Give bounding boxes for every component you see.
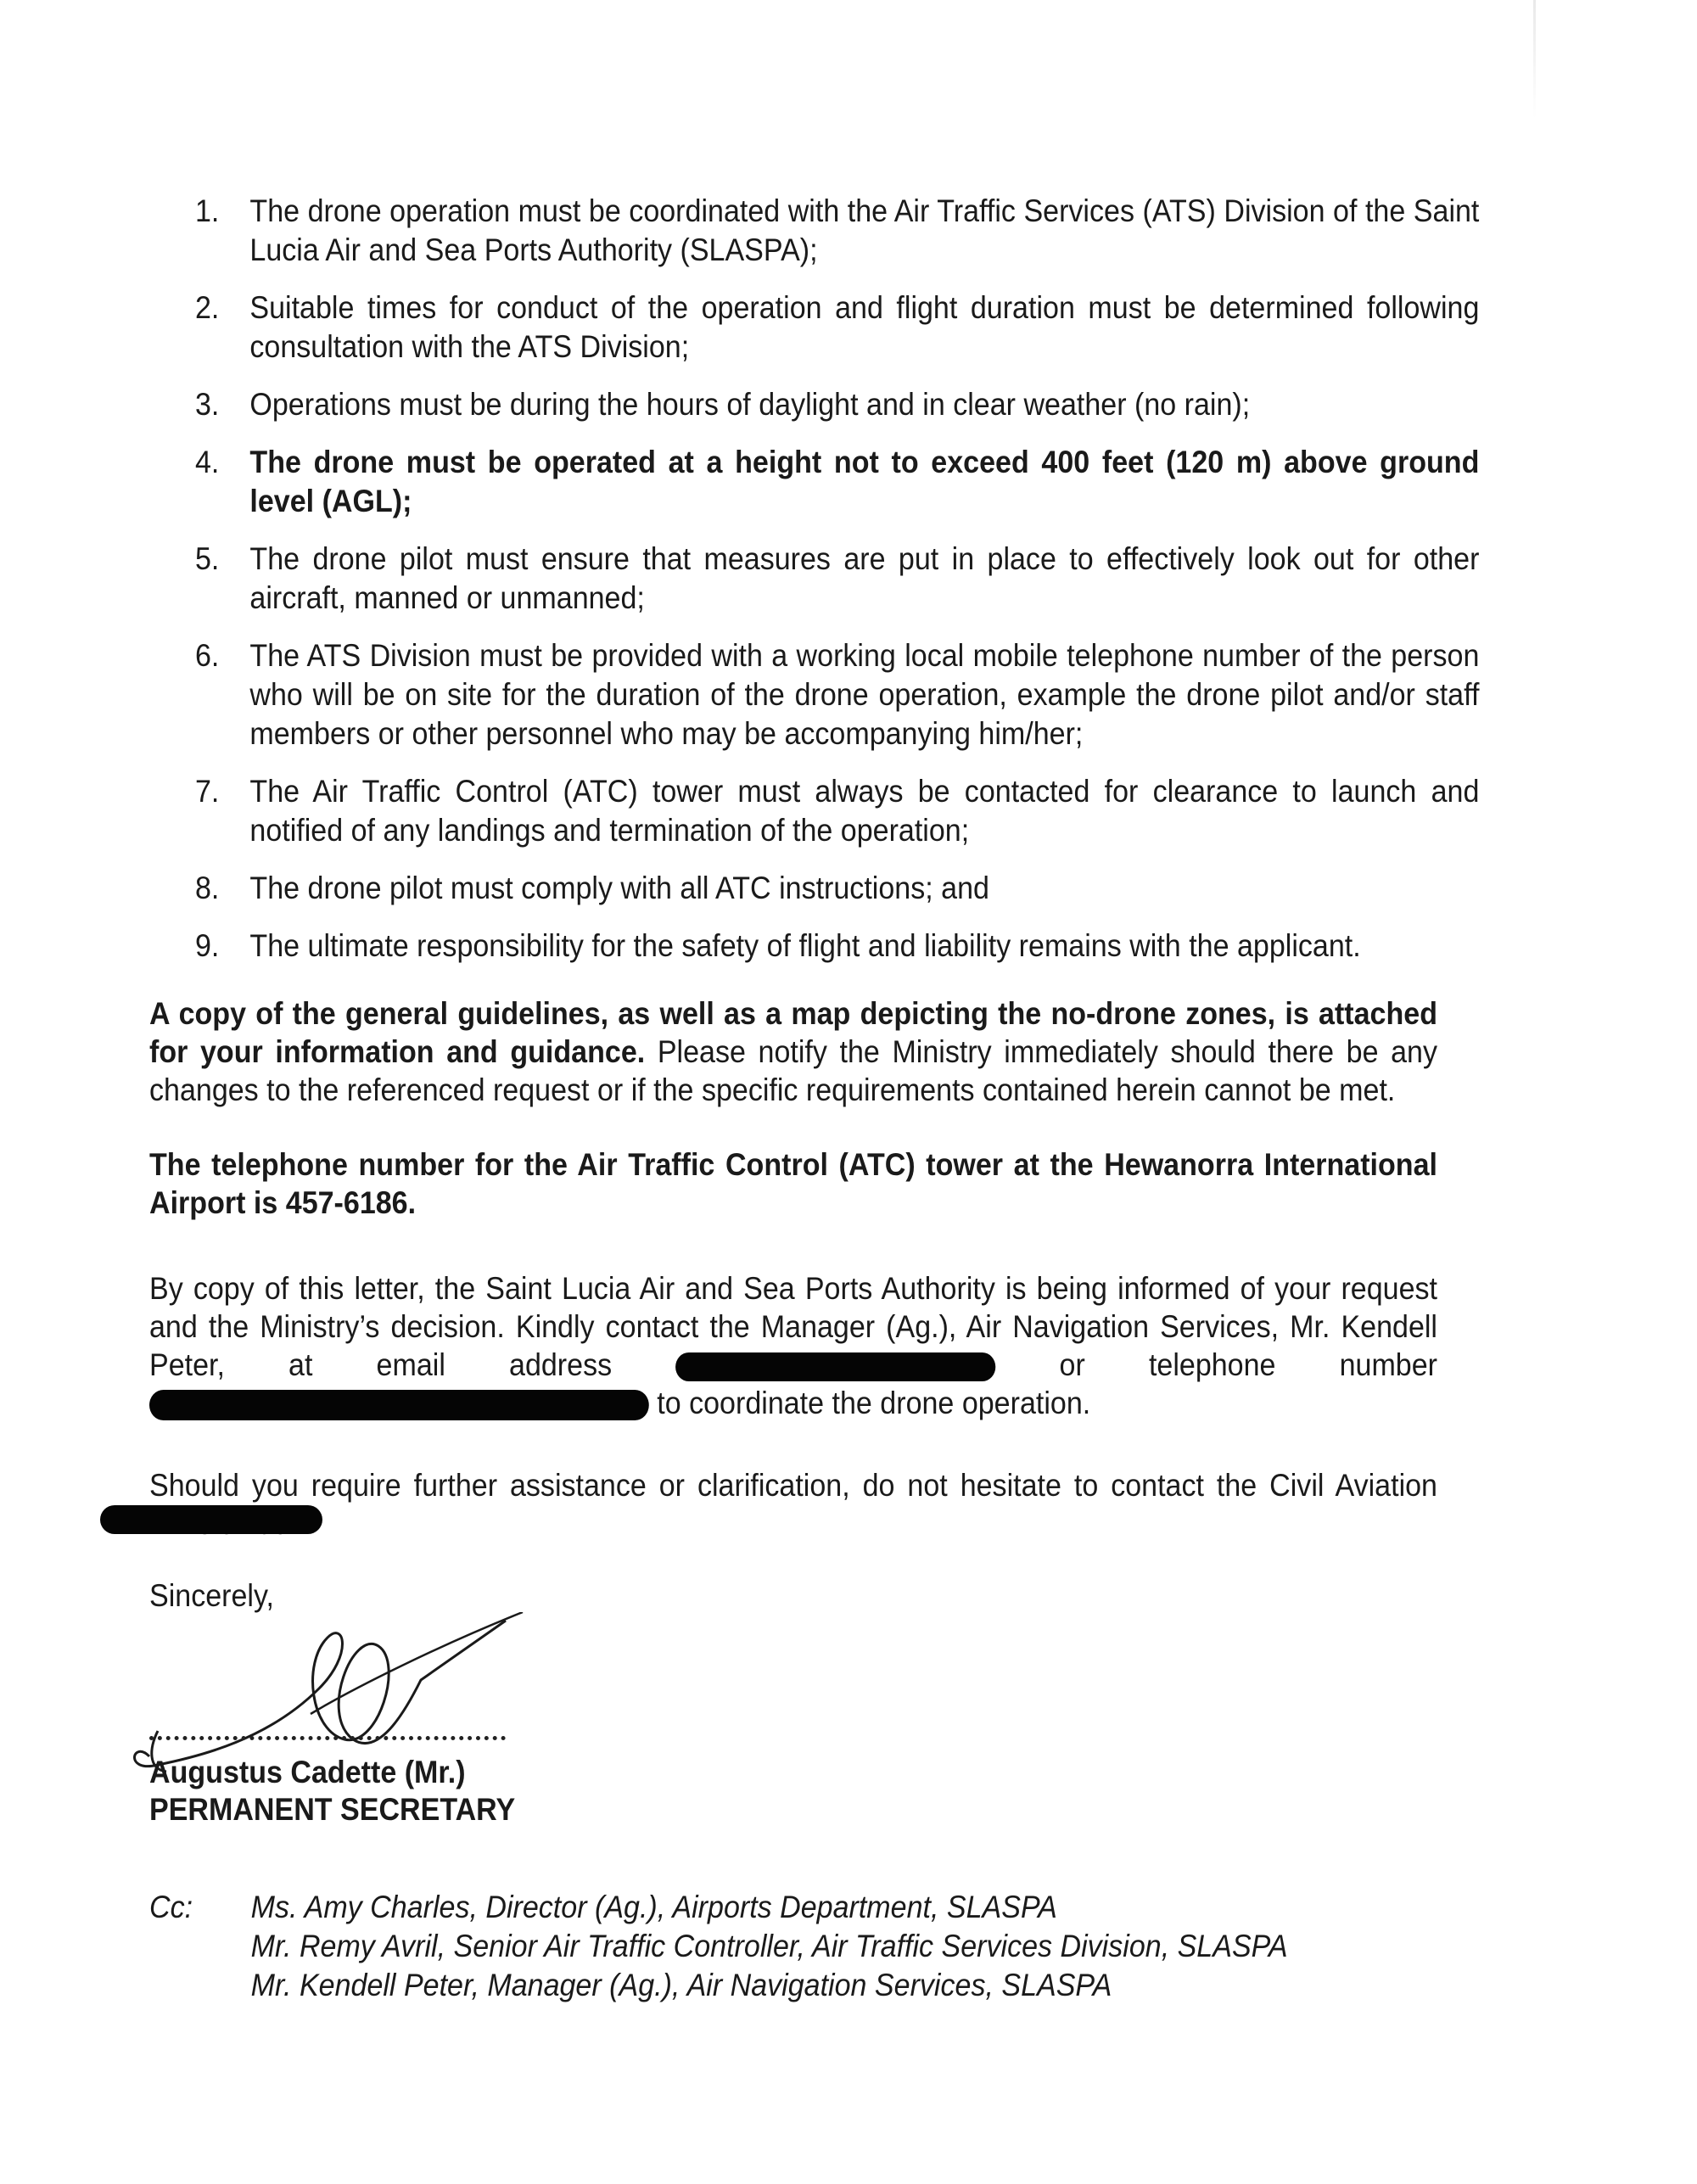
- cc-recipient-list: [251, 1888, 1288, 2005]
- cc-recipient: Mr. Remy Avril, Senior Air Traffic Controller, Air Traffic Services Division, SLASPA: [250, 1929, 1288, 1963]
- copy-letter-text-3: to coordinate the drone operation.: [657, 1386, 1091, 1420]
- guidelines-text: Please notify the Ministry immediately should there be any changes to the referenced request or if the specific requirements contained herein cannot be met.: [149, 1034, 1438, 1107]
- condition-item: [195, 540, 1479, 618]
- scan-edge-mark: [1533, 0, 1536, 119]
- condition-number: 2.: [195, 290, 220, 325]
- condition-number: 9.: [195, 928, 220, 963]
- redacted-phone: [149, 1390, 649, 1420]
- further-assistance-text: Should you require further assistance or clarification, do not hesitate to contact the Civil Aviation: [149, 1468, 1437, 1503]
- condition-text: The drone operation must be coordinated with the Air Traffic Services (ATS) Division of the Saint Lucia Air and Sea Ports Authority (SLASPA);: [249, 193, 1480, 267]
- condition-text: The drone pilot must ensure that measures are put in place to effectively look out for other aircraft, manned or unmanned;: [249, 541, 1480, 615]
- condition-item: [195, 443, 1479, 521]
- signer-title: PERMANENT SECRETARY: [149, 1792, 516, 1827]
- condition-text: Operations must be during the hours of daylight and in clear weather (no rain);: [249, 387, 1251, 422]
- condition-number: 1.: [195, 193, 220, 228]
- condition-number: 5.: [195, 541, 220, 576]
- condition-item: [195, 288, 1479, 367]
- condition-item: [195, 192, 1479, 270]
- redacted-contact-number: [100, 1505, 322, 1534]
- signer-name: Augustus Cadette (Mr.): [149, 1755, 466, 1789]
- condition-text: The ATS Division must be provided with a working local mobile telephone number of the person who will be on site for the duration of the drone operation, example the drone pilot and/or staff members or other personnel who may be accompanying him/her;: [249, 638, 1480, 751]
- condition-number: 8.: [195, 871, 220, 905]
- copy-letter-text-2: or telephone number: [1059, 1347, 1438, 1382]
- atc-phone-text: The telephone number for the Air Traffic Control (ATC) tower at the Hewanorra International Airport is 457-6186.: [149, 1147, 1437, 1220]
- condition-text: The drone pilot must comply with all ATC instructions; and: [249, 871, 989, 905]
- condition-number: 3.: [195, 387, 220, 422]
- condition-number: 7.: [195, 774, 220, 809]
- condition-item: [195, 385, 1479, 424]
- further-assistance-paragraph: [149, 1466, 1437, 1543]
- closing-salutation: Sincerely,: [149, 1578, 274, 1613]
- signature-line: [149, 1736, 506, 1740]
- condition-item: [195, 636, 1479, 753]
- atc-phone-paragraph: [149, 1145, 1437, 1222]
- condition-item: [195, 869, 1479, 908]
- condition-item: [195, 927, 1479, 966]
- guidelines-bold-text: A copy of the general guidelines, as well as a map depicting the no-drone zones, is attached for your information and guidance.: [149, 996, 1437, 1069]
- condition-number: 4.: [195, 445, 220, 479]
- conditions-list: [195, 192, 1485, 966]
- condition-number: 6.: [195, 638, 220, 673]
- condition-text: The Air Traffic Control (ATC) tower must always be contacted for clearance to launch and notified of any landings and termination of the operation;: [249, 774, 1480, 848]
- copy-letter-paragraph: [149, 1269, 1437, 1422]
- condition-item: [195, 772, 1479, 850]
- cc-label: Cc:: [149, 1890, 193, 1924]
- cc-recipient: Mr. Kendell Peter, Manager (Ag.), Air Navigation Services, SLASPA: [250, 1968, 1112, 2002]
- condition-text: The ultimate responsibility for the safety of flight and liability remains with the applicant.: [249, 928, 1361, 963]
- signature-block: [149, 1578, 658, 1850]
- cc-recipient: Ms. Amy Charles, Director (Ag.), Airports Department, SLASPA: [250, 1890, 1057, 1924]
- condition-text: The drone must be operated at a height not to exceed 400 feet (120 m) above ground level (AGL);: [249, 445, 1480, 518]
- redacted-email: [675, 1352, 995, 1381]
- condition-text: Suitable times for conduct of the operation and flight duration must be determined following consultation with the ATS Division;: [249, 290, 1480, 364]
- guidelines-paragraph: [149, 994, 1437, 1109]
- copy-letter-text-1: By copy of this letter, the Saint Lucia Air and Sea Ports Authority is being informed of your request and the Ministry’s decision. Kindly contact the Manager (Ag.), Air Navigation Services, Mr. Kendell Peter, at email address: [149, 1271, 1437, 1382]
